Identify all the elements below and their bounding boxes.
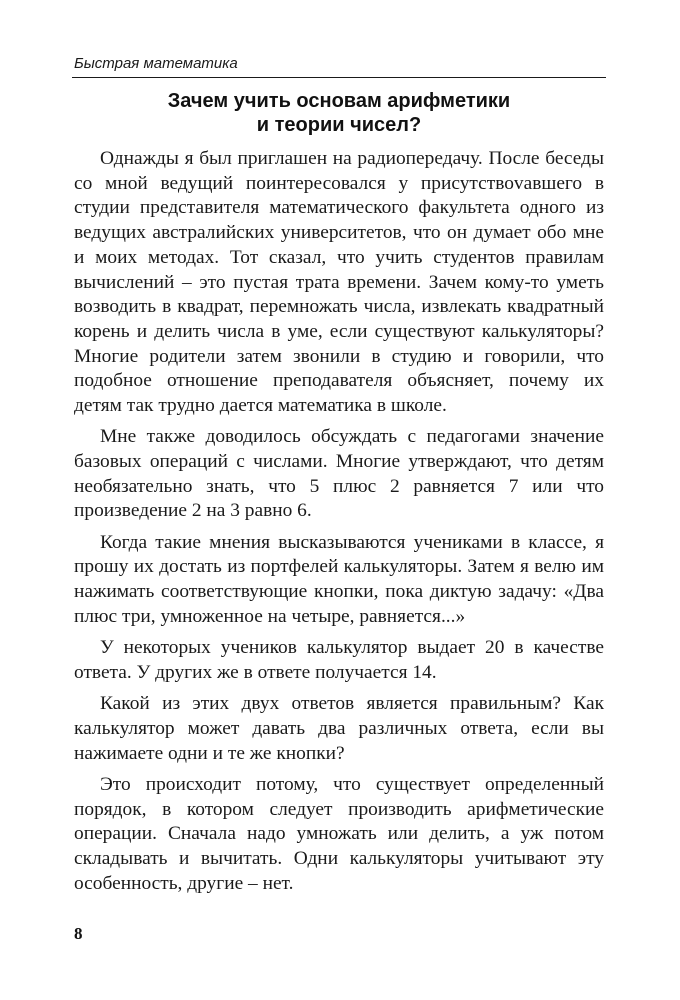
paragraph: У некоторых учеников калькулятор выдает 20 в качестве ответа. У других же в ответе получается 14. — [74, 637, 604, 683]
paragraph: Мне также доводилось обсуждать с педагогами значение базовых операций с числами. Многие утверждают, что детям необязательно знать, что 5 плюс 2 равняется 7 или что произведение 2 на 3 равно 6. — [74, 426, 604, 522]
header-rule — [72, 77, 606, 78]
body-text — [74, 147, 604, 903]
paragraph: Какой из этих двух ответов является правильным? Как калькулятор может давать два различных ответа, если вы нажимаете одни и те же кнопки? — [74, 693, 604, 764]
page-number: 8 — [74, 924, 83, 943]
paragraph: Когда такие мнения высказываются учениками в классе, я прошу их достать из портфелей калькуляторы. Затем я велю им нажимать соответствующие кнопки, пока диктую задачу: «Два плюс три, умноженное на четыре, равняется...» — [74, 531, 604, 627]
paragraph: Это происходит потому, что существует определенный порядок, в котором следует производить арифметические операции. Сначала надо умножать или делить, а уж потом складывать и вычитать. Одни калькуляторы учитывают эту особенность, другие – нет. — [74, 773, 604, 894]
running-head: Быстрая математика — [74, 55, 238, 72]
paragraph: Однажды я был приглашен на радиопередачу. После беседы со мной ведущий поинтересовался у присутствоvавшего в студии представителя математического факультета одного из ведущих австралийских университетов, что он думает обо мне и моих методах. Тот сказал, что учить студентов правилам вычислений – это пустая трата времени. Зачем кому-то уметь возводить в квадрат, перемножать числа, извлекать квадратный корень и делить числа в уме, если существуют калькуляторы? Многие родители затем звонили в студию и говорили, что подобное отношение преподавателя объясняет, почему их детям так трудно дается математика в школе. — [74, 148, 604, 417]
chapter-title — [72, 89, 606, 137]
chapter-title-line-2: и теории чисел? — [256, 114, 422, 136]
chapter-title-line-1: Зачем учить основам арифметики — [167, 90, 511, 112]
